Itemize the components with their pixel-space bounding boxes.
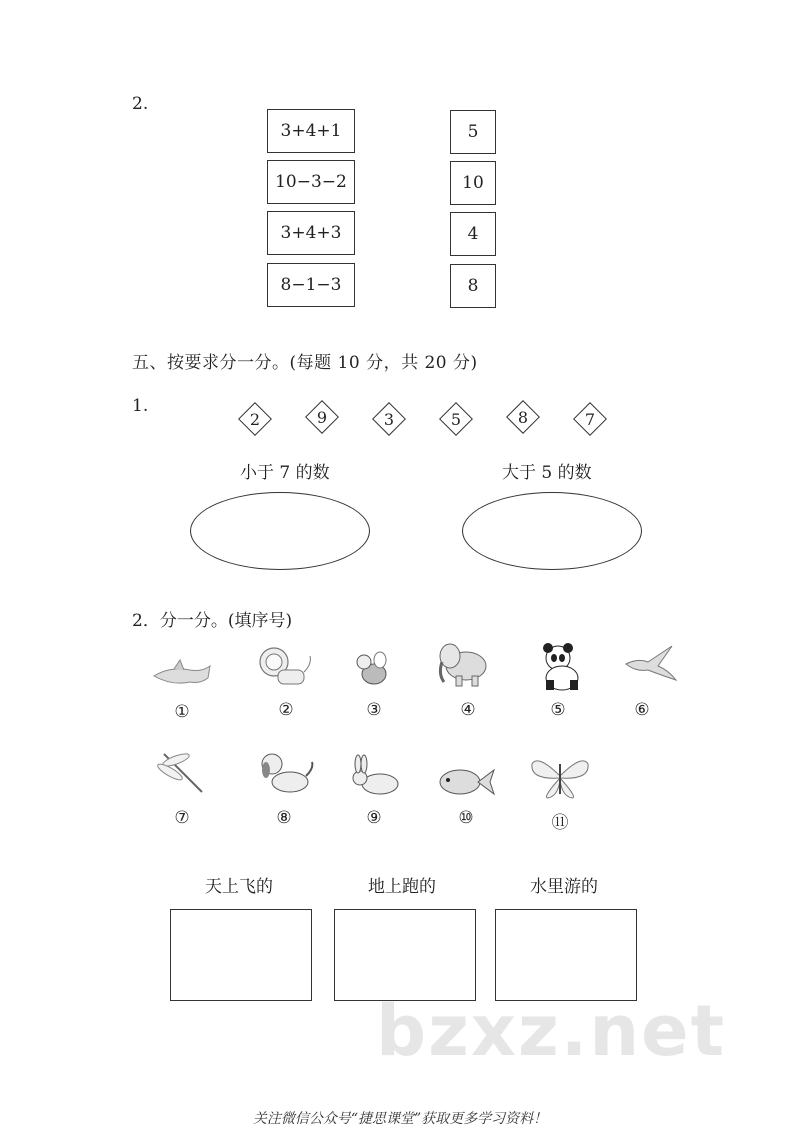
answer-value-box[interactable]: 5 [450,110,496,154]
number-diamond: 3 [372,402,406,436]
dragonfly-icon [150,746,214,798]
item-number: ① [174,702,190,722]
answer-box-ground[interactable] [334,909,476,1001]
answer-ellipse-right[interactable] [462,492,642,570]
category-label-ground: 地上跑的 [368,877,436,897]
number-diamond: 7 [573,402,607,436]
answer-value-box[interactable]: 10 [450,161,496,205]
answer-value-box[interactable]: 4 [450,212,496,256]
item-number: ② [278,700,294,720]
category-label-greater-than-5: 大于 5 的数 [502,463,592,483]
category-label-sky: 天上飞的 [205,877,273,897]
category-label-less-than-7: 小于 7 的数 [240,463,330,483]
watermark: bzxz.net [376,990,727,1072]
item-number: ⑥ [634,700,650,720]
item-number: ⑧ [276,808,292,828]
item-number: ⑤ [550,700,566,720]
butterfly-icon [528,750,592,802]
item-number: ⑦ [174,808,190,828]
answer-box-sky[interactable] [170,909,312,1001]
item-number: ④ [460,700,476,720]
expression-box[interactable]: 10−3−2 [267,160,355,204]
item-number: ⑨ [366,808,382,828]
panda-icon [530,640,594,692]
answer-value-box[interactable]: 8 [450,264,496,308]
lion-icon [252,642,316,694]
section-title: 五、按要求分一分。(每题 10 分，共 20 分) [132,353,478,373]
footer-note: 关注微信公众号“捷思课堂”获取更多学习资料！ [252,1111,548,1127]
expression-box[interactable]: 3+4+1 [267,109,355,153]
question-number: 2. [132,94,149,114]
item-number: ⑩ [458,808,474,828]
bee-icon [340,644,404,696]
elephant-icon [432,638,496,690]
dog-icon [252,746,316,798]
number-diamond: 8 [506,400,540,434]
rabbit-icon [344,752,408,804]
answer-ellipse-left[interactable] [190,492,370,570]
number-diamond: 9 [305,400,339,434]
expression-box[interactable]: 3+4+3 [267,211,355,255]
category-label-water: 水里游的 [530,877,598,897]
answer-box-water[interactable] [495,909,637,1001]
question-number: 1. [132,396,149,416]
number-diamond: 2 [238,402,272,436]
item-number: ⑪ [551,813,569,833]
bird-icon [618,640,682,692]
item-number: ③ [366,700,382,720]
shark-icon [150,648,214,700]
fish-icon [432,756,496,808]
expression-box[interactable]: 8−1−3 [267,263,355,307]
question-title: 2．分一分。(填序号) [132,611,293,631]
number-diamond: 5 [439,402,473,436]
